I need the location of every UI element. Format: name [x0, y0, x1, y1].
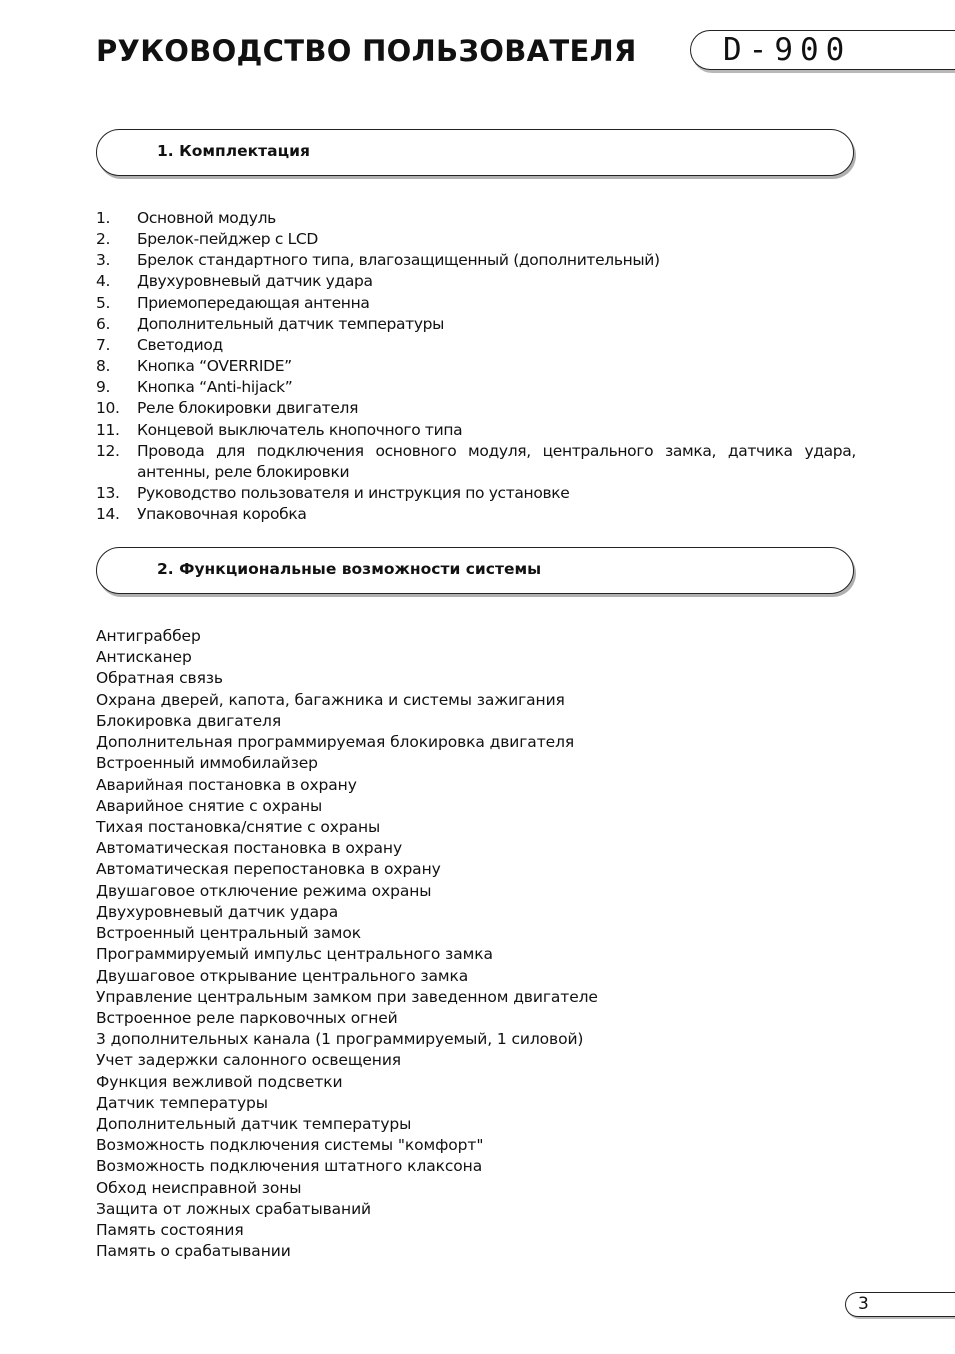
feature-item: Управление центральным замком при заведенном двигателе [96, 987, 598, 1006]
feature-item: Блокировка двигателя [96, 711, 282, 730]
page-number: 3 [858, 1294, 869, 1314]
item-text: Кнопка “Anti-hijack” [137, 378, 293, 397]
package-contents-list [96, 208, 856, 525]
item-number: 2. [96, 230, 111, 249]
page-number-tab [845, 1292, 955, 1317]
feature-item: Антисканер [96, 648, 192, 667]
list-item [96, 356, 856, 377]
list-item [96, 271, 856, 292]
feature-item: Функция вежливой подсветки [96, 1072, 343, 1091]
feature-item: Встроенный центральный замок [96, 924, 362, 943]
feature-item: 3 дополнительных канала (1 программируемый, 1 силовой) [96, 1030, 584, 1049]
item-text: Брелок стандартного типа, влагозащищенный (дополнительный) [137, 251, 660, 270]
feature-item: Возможность подключения штатного клаксона [96, 1157, 483, 1176]
feature-item: Программируемый импульс центрального замка [96, 945, 493, 964]
item-text: Концевой выключатель кнопочного типа [137, 420, 463, 439]
feature-item: Аварийная постановка в охрану [96, 775, 357, 794]
list-item [96, 250, 856, 271]
feature-item: Охрана дверей, капота, багажника и системы зажигания [96, 690, 565, 709]
feature-item: Антиграббер [96, 627, 201, 645]
section-title-features: 2. Функциональные возможности системы [157, 560, 542, 578]
item-text: Приемопередающая антенна [137, 293, 370, 312]
features-list [96, 626, 598, 1263]
model-badge [690, 30, 955, 70]
item-text: Брелок-пейджер с LCD [137, 230, 318, 249]
list-item [96, 377, 856, 398]
feature-item: Встроенный иммобилайзер [96, 754, 318, 773]
model-name: D-900 [723, 32, 852, 68]
item-number: 3. [96, 251, 111, 270]
list-item [96, 398, 856, 419]
list-item [96, 483, 856, 504]
feature-item: Дополнительный датчик температуры [96, 1115, 412, 1134]
item-number: 9. [96, 378, 111, 397]
feature-item: Встроенное реле парковочных огней [96, 1008, 398, 1027]
item-text: Реле блокировки двигателя [137, 399, 359, 418]
list-item [96, 504, 856, 525]
feature-item: Двухуровневый датчик удара [96, 902, 339, 921]
item-number: 13. [96, 484, 120, 503]
item-text: Основной модуль [137, 209, 276, 227]
item-number: 6. [96, 314, 111, 333]
feature-item: Двушаговое отключение режима охраны [96, 881, 432, 900]
list-item [96, 208, 856, 229]
list-item [96, 441, 856, 483]
feature-item: Тихая постановка/снятие с охраны [96, 817, 381, 836]
item-number: 7. [96, 335, 111, 354]
item-text: Светодиод [137, 335, 223, 354]
list-item [96, 229, 856, 250]
item-text: Двухуровневый датчик удара [137, 272, 373, 291]
feature-item: Двушаговое открывание центрального замка [96, 966, 469, 985]
item-text: Кнопка “OVERRIDE” [137, 357, 292, 376]
item-number: 12. [96, 441, 120, 460]
feature-item: Возможность подключения системы "комфорт" [96, 1136, 484, 1155]
list-item [96, 293, 856, 314]
item-number: 1. [96, 209, 111, 227]
item-text: Упаковочная коробка [137, 505, 307, 524]
feature-item: Дополнительная программируемая блокировка двигателя [96, 733, 575, 752]
feature-item: Память о срабатывании [96, 1242, 291, 1261]
item-text: Провода для подключения основного модуля, центрального замка, датчика удара, антенны, реле блокировки [137, 441, 856, 481]
page-title: РУКОВОДСТВО ПОЛЬЗОВАТЕЛЯ [96, 34, 637, 68]
item-number: 4. [96, 272, 111, 291]
feature-item: Автоматическая перепостановка в охрану [96, 860, 441, 879]
list-item [96, 420, 856, 441]
item-number: 8. [96, 357, 111, 376]
feature-item: Датчик температуры [96, 1093, 268, 1112]
feature-item: Обход неисправной зоны [96, 1178, 302, 1197]
section-header-features [96, 547, 854, 594]
item-number: 10. [96, 399, 120, 418]
item-number: 11. [96, 420, 120, 439]
list-item [96, 335, 856, 356]
item-text: Руководство пользователя и инструкция по установке [137, 484, 570, 503]
section-header-contents [96, 129, 854, 176]
feature-item: Автоматическая постановка в охрану [96, 839, 403, 858]
item-number: 5. [96, 293, 111, 312]
item-text: Дополнительный датчик температуры [137, 314, 445, 333]
list-item [96, 314, 856, 335]
feature-item: Защита от ложных срабатываний [96, 1199, 372, 1218]
feature-item: Учет задержки салонного освещения [96, 1051, 402, 1070]
item-number: 14. [96, 505, 120, 524]
feature-item: Аварийное снятие с охраны [96, 796, 323, 815]
feature-item: Обратная связь [96, 669, 223, 688]
feature-item: Память состояния [96, 1221, 244, 1240]
section-title-contents: 1. Комплектация [157, 142, 310, 160]
